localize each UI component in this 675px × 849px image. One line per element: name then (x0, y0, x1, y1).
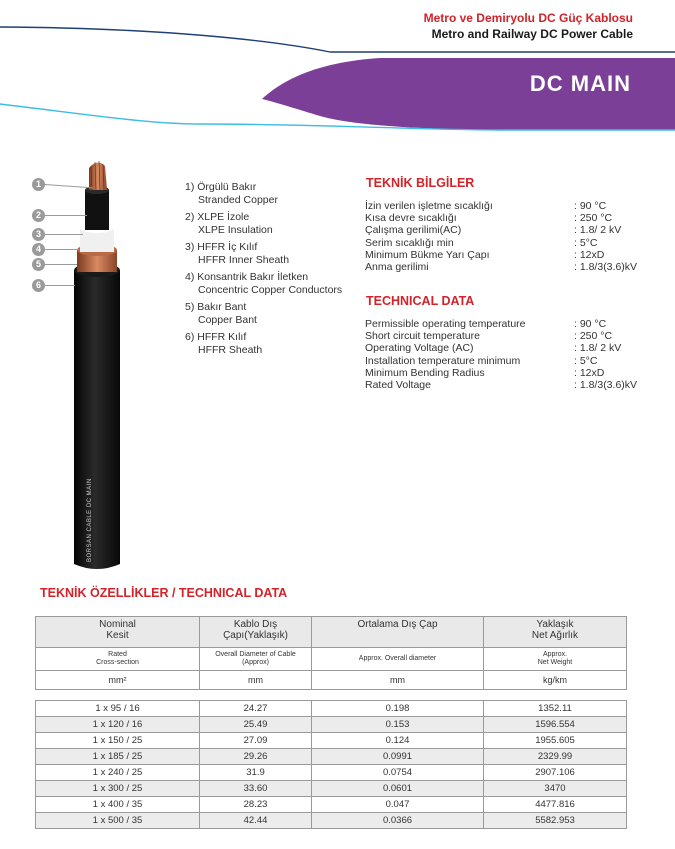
table-cell: 1352.11 (484, 701, 627, 717)
table-cell: 2907.106 (484, 765, 627, 781)
table-cell: 3470 (484, 781, 627, 797)
table-cell: 1 x 500 / 35 (36, 813, 200, 829)
table-cell: 27.09 (200, 733, 312, 749)
spec-row: Anma gerilimi : 1.8/3(3.6)kV (365, 260, 638, 273)
table-row (36, 701, 627, 717)
unit-cell: mm² (36, 671, 200, 690)
spec-row: Rated Voltage : 1.8/3(3.6)kV (365, 378, 638, 391)
table-row (36, 765, 627, 781)
table-cell: 1 x 300 / 25 (36, 781, 200, 797)
marker-2: 2 (32, 209, 45, 222)
header-cell: Kablo Dış Çapı(Yaklaşık) (200, 617, 312, 648)
cable-illustration (0, 150, 175, 580)
table-cell: 0.124 (312, 733, 484, 749)
table-cell: 33.60 (200, 781, 312, 797)
spec-row: İzin verilen işletme sıcaklığı : 90 °C (365, 200, 607, 212)
component-item: 4) Konsantrik Bakır İletken Concentric Copper Conductors (185, 271, 343, 296)
table-cell: 1 x 240 / 25 (36, 765, 200, 781)
component-item: 1) Örgülü Bakır Stranded Copper (185, 181, 278, 206)
unit-cell: kg/km (484, 671, 627, 690)
table-cell: 0.0754 (312, 765, 484, 781)
component-item: 2) XLPE İzole XLPE Insulation (185, 211, 273, 236)
teknik-bilgiler-list (365, 200, 638, 273)
table-cell: 1 x 185 / 25 (36, 749, 200, 765)
table-cell: 1 x 95 / 16 (36, 701, 200, 717)
header-cell-en: Overall Diameter of Cable (Approx) (200, 648, 312, 671)
header-cell-en: Rated Cross-section (36, 648, 200, 671)
table-cell: 31.9 (200, 765, 312, 781)
table-row (36, 733, 627, 749)
teknik-bilgiler-title: TEKNİK BİLGİLER (366, 176, 475, 190)
spec-row: Installation temperature minimum : 5°C (365, 354, 598, 367)
table-row (36, 749, 627, 765)
table-cell: 42.44 (200, 813, 312, 829)
marker-6: 6 (32, 279, 45, 292)
spec-row: Serim sıcaklığı min : 5°C (365, 236, 598, 249)
table-cell: 0.0601 (312, 781, 484, 797)
unit-cell: mm (312, 671, 484, 690)
unit-cell: mm (200, 671, 312, 690)
marker-5: 5 (32, 258, 45, 271)
spec-row: Permissible operating temperature : 90 °C (365, 318, 607, 330)
marker-1: 1 (32, 178, 45, 191)
spec-row: Kısa devre sıcaklığı : 250 °C (365, 212, 613, 225)
table-cell: 1 x 400 / 35 (36, 797, 200, 813)
title-english: Metro and Railway DC Power Cable (431, 27, 633, 41)
table-title: TEKNİK ÖZELLİKLER / TECHNICAL DATA (40, 586, 288, 600)
table-cell: 29.26 (200, 749, 312, 765)
table-cell: 1596.554 (484, 717, 627, 733)
header-cell-en: Approx. Net Weight (484, 648, 627, 671)
spec-row: Minimum Bükme Yarı Çapı : 12xD (365, 248, 605, 261)
table-cell: 4477.816 (484, 797, 627, 813)
hffr-sheath (74, 270, 120, 569)
table-cell: 5582.953 (484, 813, 627, 829)
header-cell-en: Approx. Overall diameter (312, 648, 484, 671)
spec-row: Operating Voltage (AC) : 1.8/ 2 kV (365, 342, 622, 355)
table-cell: 2329.99 (484, 749, 627, 765)
component-item: 6) HFFR Kılıf HFFR Sheath (185, 331, 263, 356)
technical-data-list (365, 318, 638, 391)
table-cell: 0.047 (312, 797, 484, 813)
table-cell: 0.153 (312, 717, 484, 733)
table-row (36, 717, 627, 733)
spec-table-body (35, 700, 627, 829)
table-row (36, 797, 627, 813)
title-turkish: Metro ve Demiryolu DC Güç Kablosu (423, 11, 633, 25)
marker-3: 3 (32, 228, 45, 241)
table-row (36, 781, 627, 797)
spec-row: Short circuit temperature : 250 °C (365, 330, 613, 343)
component-item: 3) HFFR İç Kılıf HFFR Inner Sheath (185, 241, 290, 266)
spec-row: Minimum Bending Radius : 12xD (365, 366, 605, 379)
table-cell: 1 x 150 / 25 (36, 733, 200, 749)
table-cell: 28.23 (200, 797, 312, 813)
header-cell: Yaklaşık Net Ağırlık (484, 617, 627, 648)
header-cell: Ortalama Dış Çap (312, 617, 484, 648)
component-item: 5) Bakır Bant Copper Bant (185, 301, 257, 326)
technical-data-title: TECHNICAL DATA (366, 294, 475, 308)
table-cell: 1 x 120 / 16 (36, 717, 200, 733)
table-row (36, 813, 627, 829)
marker-4: 4 (32, 243, 45, 256)
product-name: DC MAIN (529, 71, 631, 96)
table-cell: 24.27 (200, 701, 312, 717)
cable-print-text: BORSAN CABLE DC MAIN (87, 478, 93, 562)
spec-row: Çalışma gerilimi(AC) : 1.8/ 2 kV (365, 224, 622, 237)
table-cell: 25.49 (200, 717, 312, 733)
table-cell: 0.198 (312, 701, 484, 717)
table-cell: 0.0366 (312, 813, 484, 829)
header-cell: Nominal Kesit (36, 617, 200, 648)
xlpe-insulation (85, 190, 109, 230)
table-cell: 1955.605 (484, 733, 627, 749)
component-list (185, 181, 342, 361)
spec-table-header (35, 616, 627, 690)
table-cell: 0.0991 (312, 749, 484, 765)
